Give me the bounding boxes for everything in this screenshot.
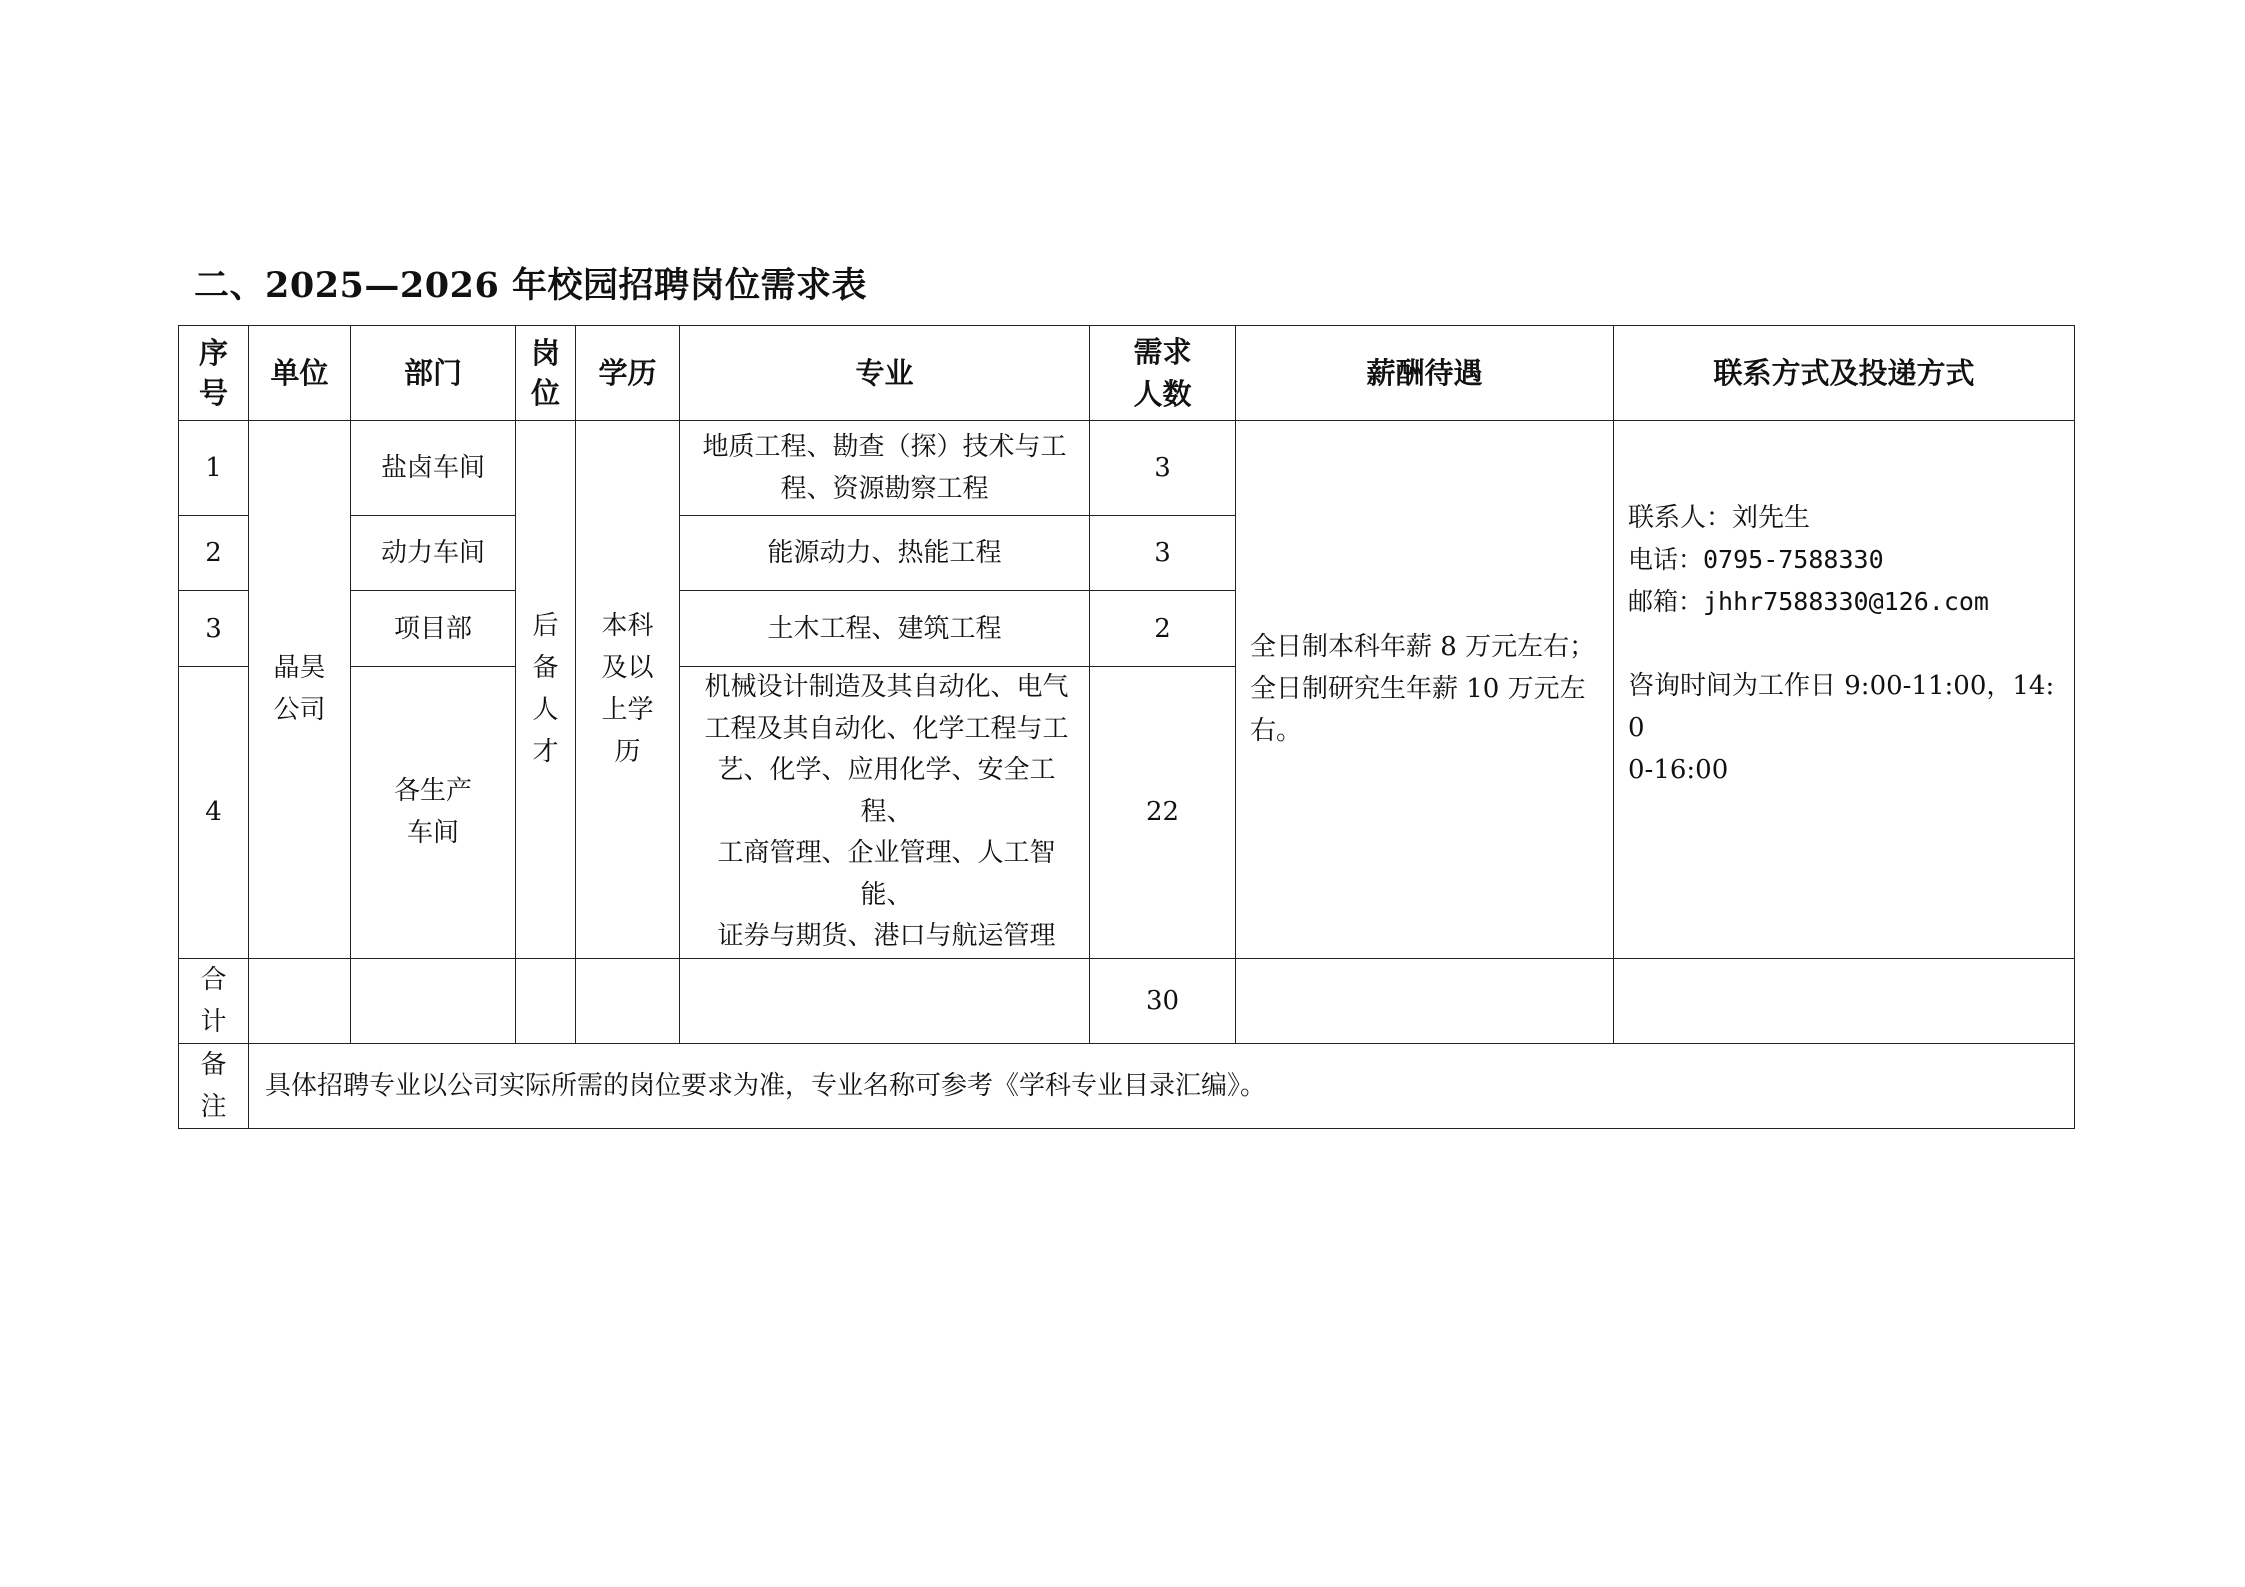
header-unit: 单位 [249, 326, 351, 421]
recruitment-table [178, 325, 2075, 1129]
header-row [179, 326, 2075, 421]
contact-person: 联系人：刘先生 [1628, 503, 1811, 533]
salary-line: 右。 [1250, 716, 1303, 747]
row-count: 2 [1090, 591, 1236, 667]
row-major [680, 421, 1090, 516]
total-row [179, 958, 2075, 1043]
row-seq: 2 [179, 516, 249, 591]
row-dept: 各生产车间 [351, 667, 516, 959]
education-cell: 本科及以上学历 [576, 421, 680, 959]
header-major: 专业 [680, 326, 1090, 421]
major-line: 程、资源勘察工程 [780, 474, 989, 504]
salary-line: 全日制本科年薪 8 万元左右； [1250, 632, 1596, 663]
document-title: 二、2025—2026 年校园招聘岗位需求表 [194, 265, 868, 306]
row-count: 3 [1090, 421, 1236, 516]
note-text: 具体招聘专业以公司实际所需的岗位要求为准，专业名称可参考《学科专业目录汇编》。 [249, 1043, 2075, 1128]
header-count: 需求人数 [1090, 326, 1236, 421]
row-dept: 盐卤车间 [351, 421, 516, 516]
row-dept: 项目部 [351, 591, 516, 667]
row-seq: 4 [179, 667, 249, 959]
header-dept: 部门 [351, 326, 516, 421]
empty-cell [576, 958, 680, 1043]
row-major: 土木工程、建筑工程 [680, 591, 1090, 667]
major-line: 证券与期货、港口与航运管理 [717, 921, 1056, 951]
header-edu: 学历 [576, 326, 680, 421]
empty-cell [1614, 958, 2075, 1043]
row-seq: 3 [179, 591, 249, 667]
header-contact: 联系方式及投递方式 [1614, 326, 2075, 421]
row-major: 能源动力、热能工程 [680, 516, 1090, 591]
empty-cell [249, 958, 351, 1043]
row-major [680, 667, 1090, 959]
empty-cell [351, 958, 516, 1043]
contact-hours-cont: 0-16:00 [1628, 755, 1729, 785]
post-cell: 后备人才 [516, 421, 576, 959]
header-salary: 薪酬待遇 [1236, 326, 1614, 421]
empty-cell [680, 958, 1090, 1043]
total-count: 30 [1090, 958, 1236, 1043]
table-row [179, 421, 2075, 516]
contact-email: 邮箱：jhhr7588330@126.com [1628, 587, 1989, 616]
contact-hours: 咨询时间为工作日 9:00-11:00，14:0 [1628, 671, 2055, 743]
row-count: 22 [1090, 667, 1236, 959]
note-row [179, 1043, 2075, 1128]
total-label: 合计 [179, 958, 249, 1043]
major-line: 工程及其自动化、化学工程与工 [704, 713, 1069, 744]
row-seq: 1 [179, 421, 249, 516]
major-line: 地质工程、勘查（探）技术与工 [702, 432, 1067, 462]
unit-cell: 晶昊公司 [249, 421, 351, 959]
row-count: 3 [1090, 516, 1236, 591]
salary-line: 全日制研究生年薪 10 万元左 [1250, 674, 1586, 705]
salary-cell [1236, 421, 1614, 959]
major-line: 机械设计制造及其自动化、电气 [704, 672, 1069, 702]
contact-phone: 电话：0795-7588330 [1628, 545, 1884, 574]
note-label: 备注 [179, 1043, 249, 1128]
row-dept: 动力车间 [351, 516, 516, 591]
empty-cell [1236, 958, 1614, 1043]
contact-cell [1614, 421, 2075, 959]
header-post: 岗位 [516, 326, 576, 421]
empty-cell [516, 958, 576, 1043]
major-line: 艺、化学、应用化学、安全工程、 [717, 755, 1056, 827]
header-seq: 序号 [179, 326, 249, 421]
major-line: 工商管理、企业管理、人工智能、 [717, 838, 1056, 910]
